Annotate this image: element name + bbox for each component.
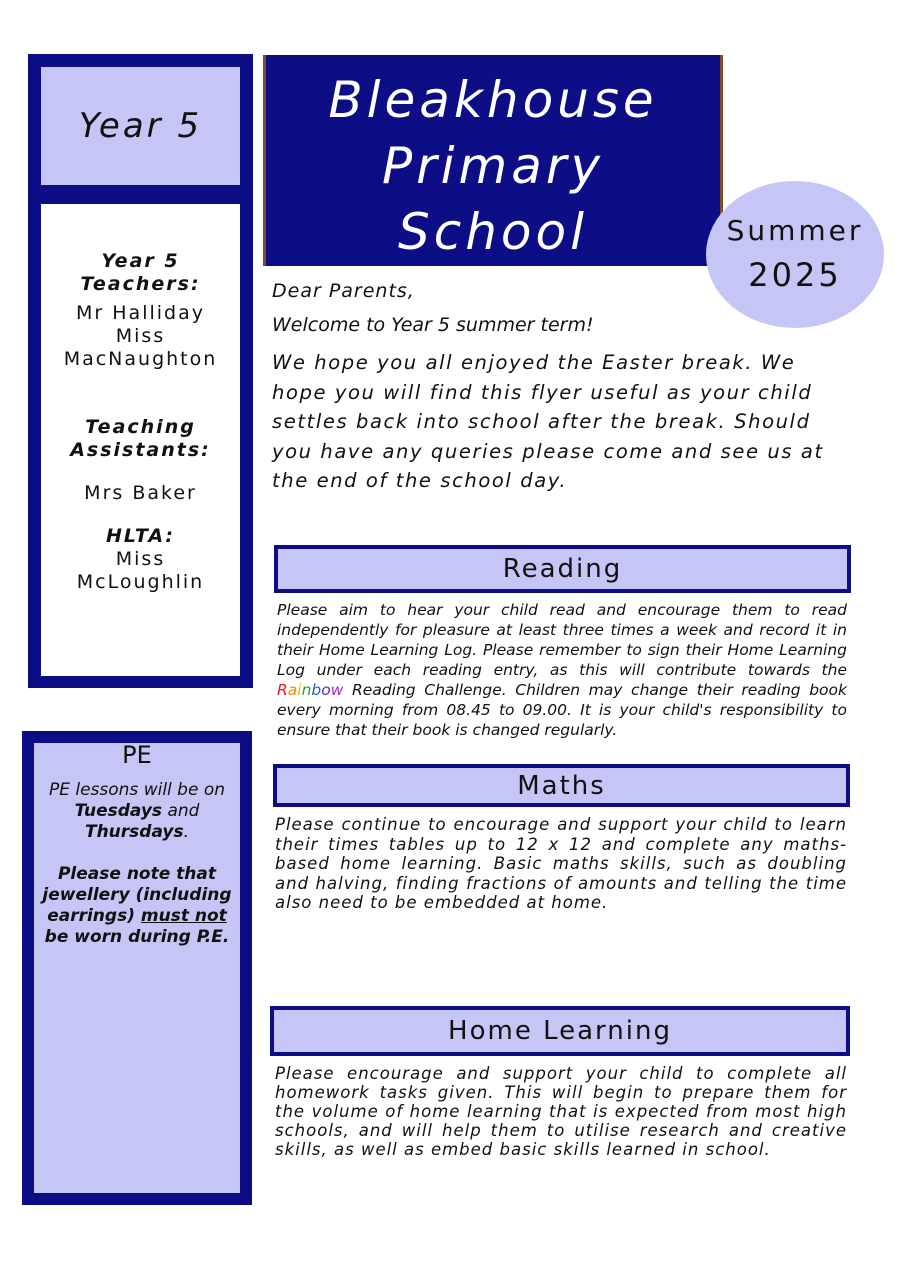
teacher-name: MacNaughton: [63, 348, 218, 370]
year-label: Year 5: [41, 67, 240, 185]
hlta-heading: HLTA:: [105, 525, 175, 547]
rainbow-word: Rainbow: [277, 681, 344, 699]
intro-body: We hope you all enjoyed the Easter break. We hope you will find this flyer useful as your child settles back into school after the break. Should you have any queries please come and see us at the end of the school day.: [272, 351, 824, 492]
school-name-line: Primary: [381, 137, 605, 195]
greeting: Dear Parents,: [272, 280, 415, 302]
home-learning-text: Please encourage and support your child to complete all homework tasks given. This will begin to prepare them for the volume of home learning that is expected from most high schools, and will help them to utilise research and creative skills, as well as embed basic skills learned in school.: [275, 1064, 847, 1159]
assistants-heading: Teaching Assistants:: [70, 416, 211, 461]
pe-lessons-text: PE lessons will be on Tuesdays and Thursdays.: [48, 780, 226, 842]
home-learning-heading: Home Learning: [270, 1006, 850, 1056]
intro-letter: [272, 280, 852, 496]
teachers-heading: Year 5 Teachers:: [80, 250, 201, 295]
teacher-name: Mr Halliday: [76, 302, 205, 324]
maths-text: Please continue to encourage and support your child to learn their times tables up to 12 x 12 and complete any maths-based home learning. Basic maths skills, such as doubling and halving, finding fractions of amounts and telling the time also need to be embedded at home.: [275, 815, 847, 912]
pe-title: PE: [122, 741, 152, 769]
maths-heading: Maths: [273, 764, 850, 807]
staff-list: [41, 204, 240, 676]
welcome-line: Welcome to Year 5 summer term!: [272, 314, 594, 336]
reading-heading: Reading: [274, 545, 851, 593]
hlta-name: Miss: [115, 548, 166, 570]
reading-text: Please aim to hear your child read and encourage them to read independently for pleasure at least three times a week and record it in their Home Learning Log. Please remember to sign their Home Learning Log under each reading entry, as this will contribute towards the Rainbow Reading Challenge. Children may change their reading book every morning from 08.45 to 09.00. It is your child's responsibility to ensure that their book is changed regularly.: [277, 601, 847, 739]
school-name-line: Bleakhouse: [328, 71, 658, 129]
school-name-line: School: [398, 203, 588, 261]
school-name-banner: [263, 55, 723, 266]
teacher-name: Miss: [115, 325, 166, 347]
hlta-name: McLoughlin: [76, 571, 205, 593]
assistant-name: Mrs Baker: [84, 482, 197, 504]
pe-jewellery-note: Please note that jewellery (including earrings) must not be worn during P.E.: [42, 864, 232, 947]
pe-panel: [34, 743, 240, 1193]
term-label: Summer: [726, 214, 864, 247]
term-year: 2025: [748, 256, 842, 294]
